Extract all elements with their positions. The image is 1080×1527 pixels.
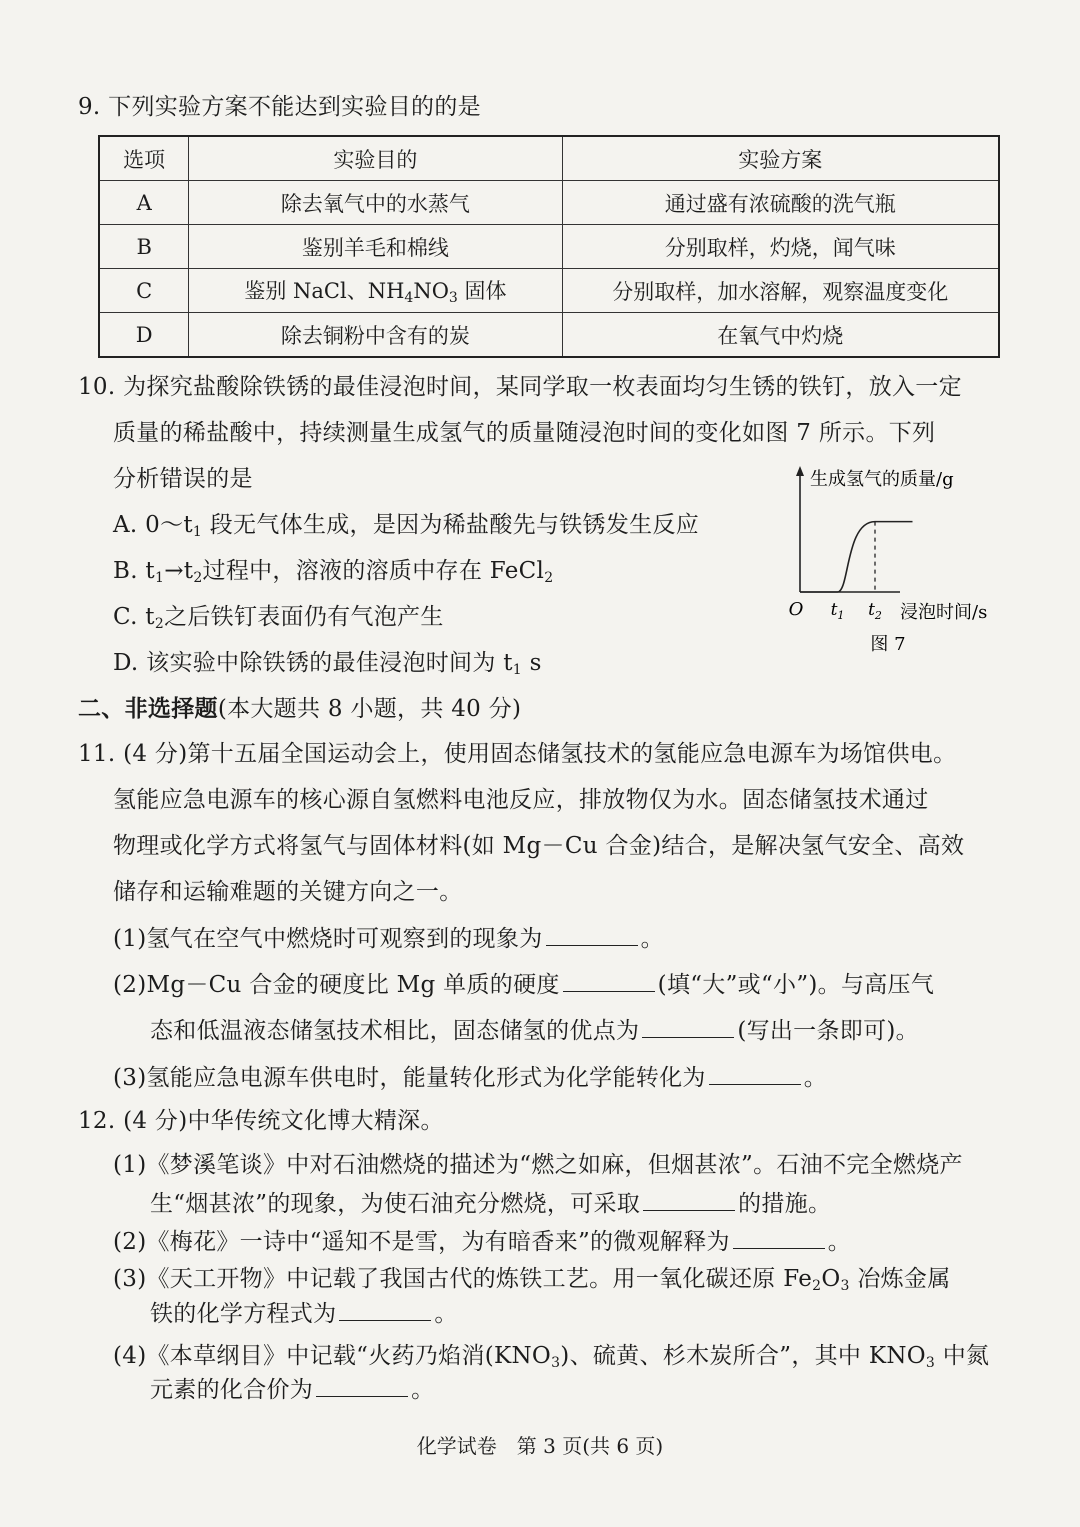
figure-7-chart [780, 462, 1020, 662]
row-plan: 分别取样，加水溶解，观察温度变化 [562, 269, 999, 313]
q12-part2: (2)《梅花》一诗中“遥知不是雪，为有暗香来”的微观解释为 。 [113, 1226, 851, 1257]
q12-part4b: 元素的化合价为 。 [150, 1374, 434, 1405]
answer-blank[interactable] [733, 1226, 825, 1249]
q12-part3b: 铁的化学方程式为 。 [150, 1298, 458, 1329]
q12-part1b: 生“烟甚浓”的现象，为使石油充分燃烧，可采取 的措施。 [150, 1188, 831, 1219]
q11-part2b: 态和低温液态储氢技术相比，固态储氢的优点为 (写出一条即可)。 [150, 1015, 919, 1046]
table-header-row [99, 136, 999, 181]
q10-option-c: C. $t_2$之后铁钉表面仍有气泡产生 [113, 604, 444, 632]
table-row [99, 313, 999, 358]
answer-blank[interactable] [709, 1062, 801, 1085]
answer-blank[interactable] [339, 1298, 431, 1321]
q9-stem: 9. 下列实验方案不能达到实验目的的是 [78, 94, 481, 120]
q11-line1: 11. (4 分)第十五届全国运动会上，使用固态储氢技术的氢能应急电源车为场馆供电。 [78, 741, 957, 767]
table-row [99, 269, 999, 313]
q11-part1: (1)氢气在空气中燃烧时可观察到的现象为 。 [113, 923, 664, 954]
answer-blank[interactable] [643, 1188, 735, 1211]
row-option: D [99, 313, 189, 358]
row-purpose: 除去氧气中的水蒸气 [189, 181, 562, 225]
y-axis-label: 生成氢气的质量/g [810, 469, 954, 490]
x-axis-label: 浸泡时间/s [900, 602, 988, 623]
answer-blank[interactable] [642, 1015, 734, 1038]
origin-label: O [788, 599, 804, 620]
q11-line4: 储存和运输难题的关键方向之一。 [113, 879, 463, 905]
row-option: B [99, 225, 189, 269]
answer-blank[interactable] [316, 1374, 408, 1397]
q11-part3: (3)氢能应急电源车供电时，能量转化形式为化学能转化为 。 [113, 1062, 827, 1093]
figure-caption: 图 7 [870, 634, 906, 655]
q10-option-a: A. $0\sim t_1$ 段无气体生成，是因为稀盐酸先与铁锈发生反应 [113, 512, 700, 540]
answer-blank[interactable] [563, 969, 655, 992]
hydrogen-curve [800, 522, 913, 592]
header-purpose: 实验目的 [189, 136, 562, 181]
row-purpose: 除去铜粉中含有的炭 [189, 313, 562, 358]
q11-line2: 氢能应急电源车的核心源自氢燃料电池反应，排放物仅为水。固态储氢技术通过 [113, 787, 929, 813]
q12-part1a: (1)《梦溪笔谈》中对石油燃烧的描述为“燃之如麻，但烟甚浓”。石油不完全燃烧产 [113, 1152, 963, 1178]
q10-option-d: D. 该实验中除铁锈的最佳浸泡时间为 $t_1$ s [113, 650, 542, 678]
row-option: C [99, 269, 189, 313]
row-plan: 分别取样，灼烧，闻气味 [562, 225, 999, 269]
y-axis-arrow [796, 466, 804, 476]
tick-label-t2: $t_2$ [868, 600, 882, 622]
answer-blank[interactable] [546, 923, 638, 946]
q12-line1: 12. (4 分)中华传统文化博大精深。 [78, 1108, 444, 1134]
header-option: 选项 [99, 136, 189, 181]
q9-table [98, 135, 1000, 358]
q10-option-b: B. $t_1\to t_2$过程中，溶液的溶质中存在 FeCl$_2$ [113, 558, 554, 586]
table-row [99, 225, 999, 269]
section-2-heading: 二、非选择题(本大题共 8 小题，共 40 分) [78, 696, 522, 722]
header-plan: 实验方案 [562, 136, 999, 181]
table-row [99, 181, 999, 225]
q10-line2: 质量的稀盐酸中，持续测量生成氢气的质量随浸泡时间的变化如图 7 所示。下列 [113, 420, 936, 446]
row-purpose: 鉴别 NaCl、$NH_4NO_3$ 固体 [189, 269, 562, 313]
row-plan: 在氧气中灼烧 [562, 313, 999, 358]
q11-line3: 物理或化学方式将氢气与固体材料(如 Mg－Cu 合金)结合，是解决氢气安全、高效 [113, 833, 965, 859]
tick-label-t1: $t_1$ [830, 600, 845, 622]
q12-part4a: (4)《本草纲目》中记载“火药乃焰消$(KNO_3)$、硫黄、杉木炭所合”，其中 $KNO_3$ 中氮 [113, 1343, 990, 1371]
row-plan: 通过盛有浓硫酸的洗气瓶 [562, 181, 999, 225]
row-option: A [99, 181, 189, 225]
q11-part2a: (2)Mg－Cu 合金的硬度比 Mg 单质的硬度 (填“大”或“小”)。与高压气 [113, 969, 934, 1000]
page-footer: 化学试卷 第 3 页(共 6 页) [416, 1434, 664, 1458]
q10-line3: 分析错误的是 [113, 466, 253, 492]
q12-part3a: (3)《天工开物》中记载了我国古代的炼铁工艺。用一氧化碳还原 $Fe_2O_3$ 冶炼金属 [113, 1266, 951, 1294]
q10-line1: 10. 为探究盐酸除铁锈的最佳浸泡时间，某同学取一枚表面均匀生锈的铁钉，放入一定 [78, 374, 962, 400]
row-purpose: 鉴别羊毛和棉线 [189, 225, 562, 269]
